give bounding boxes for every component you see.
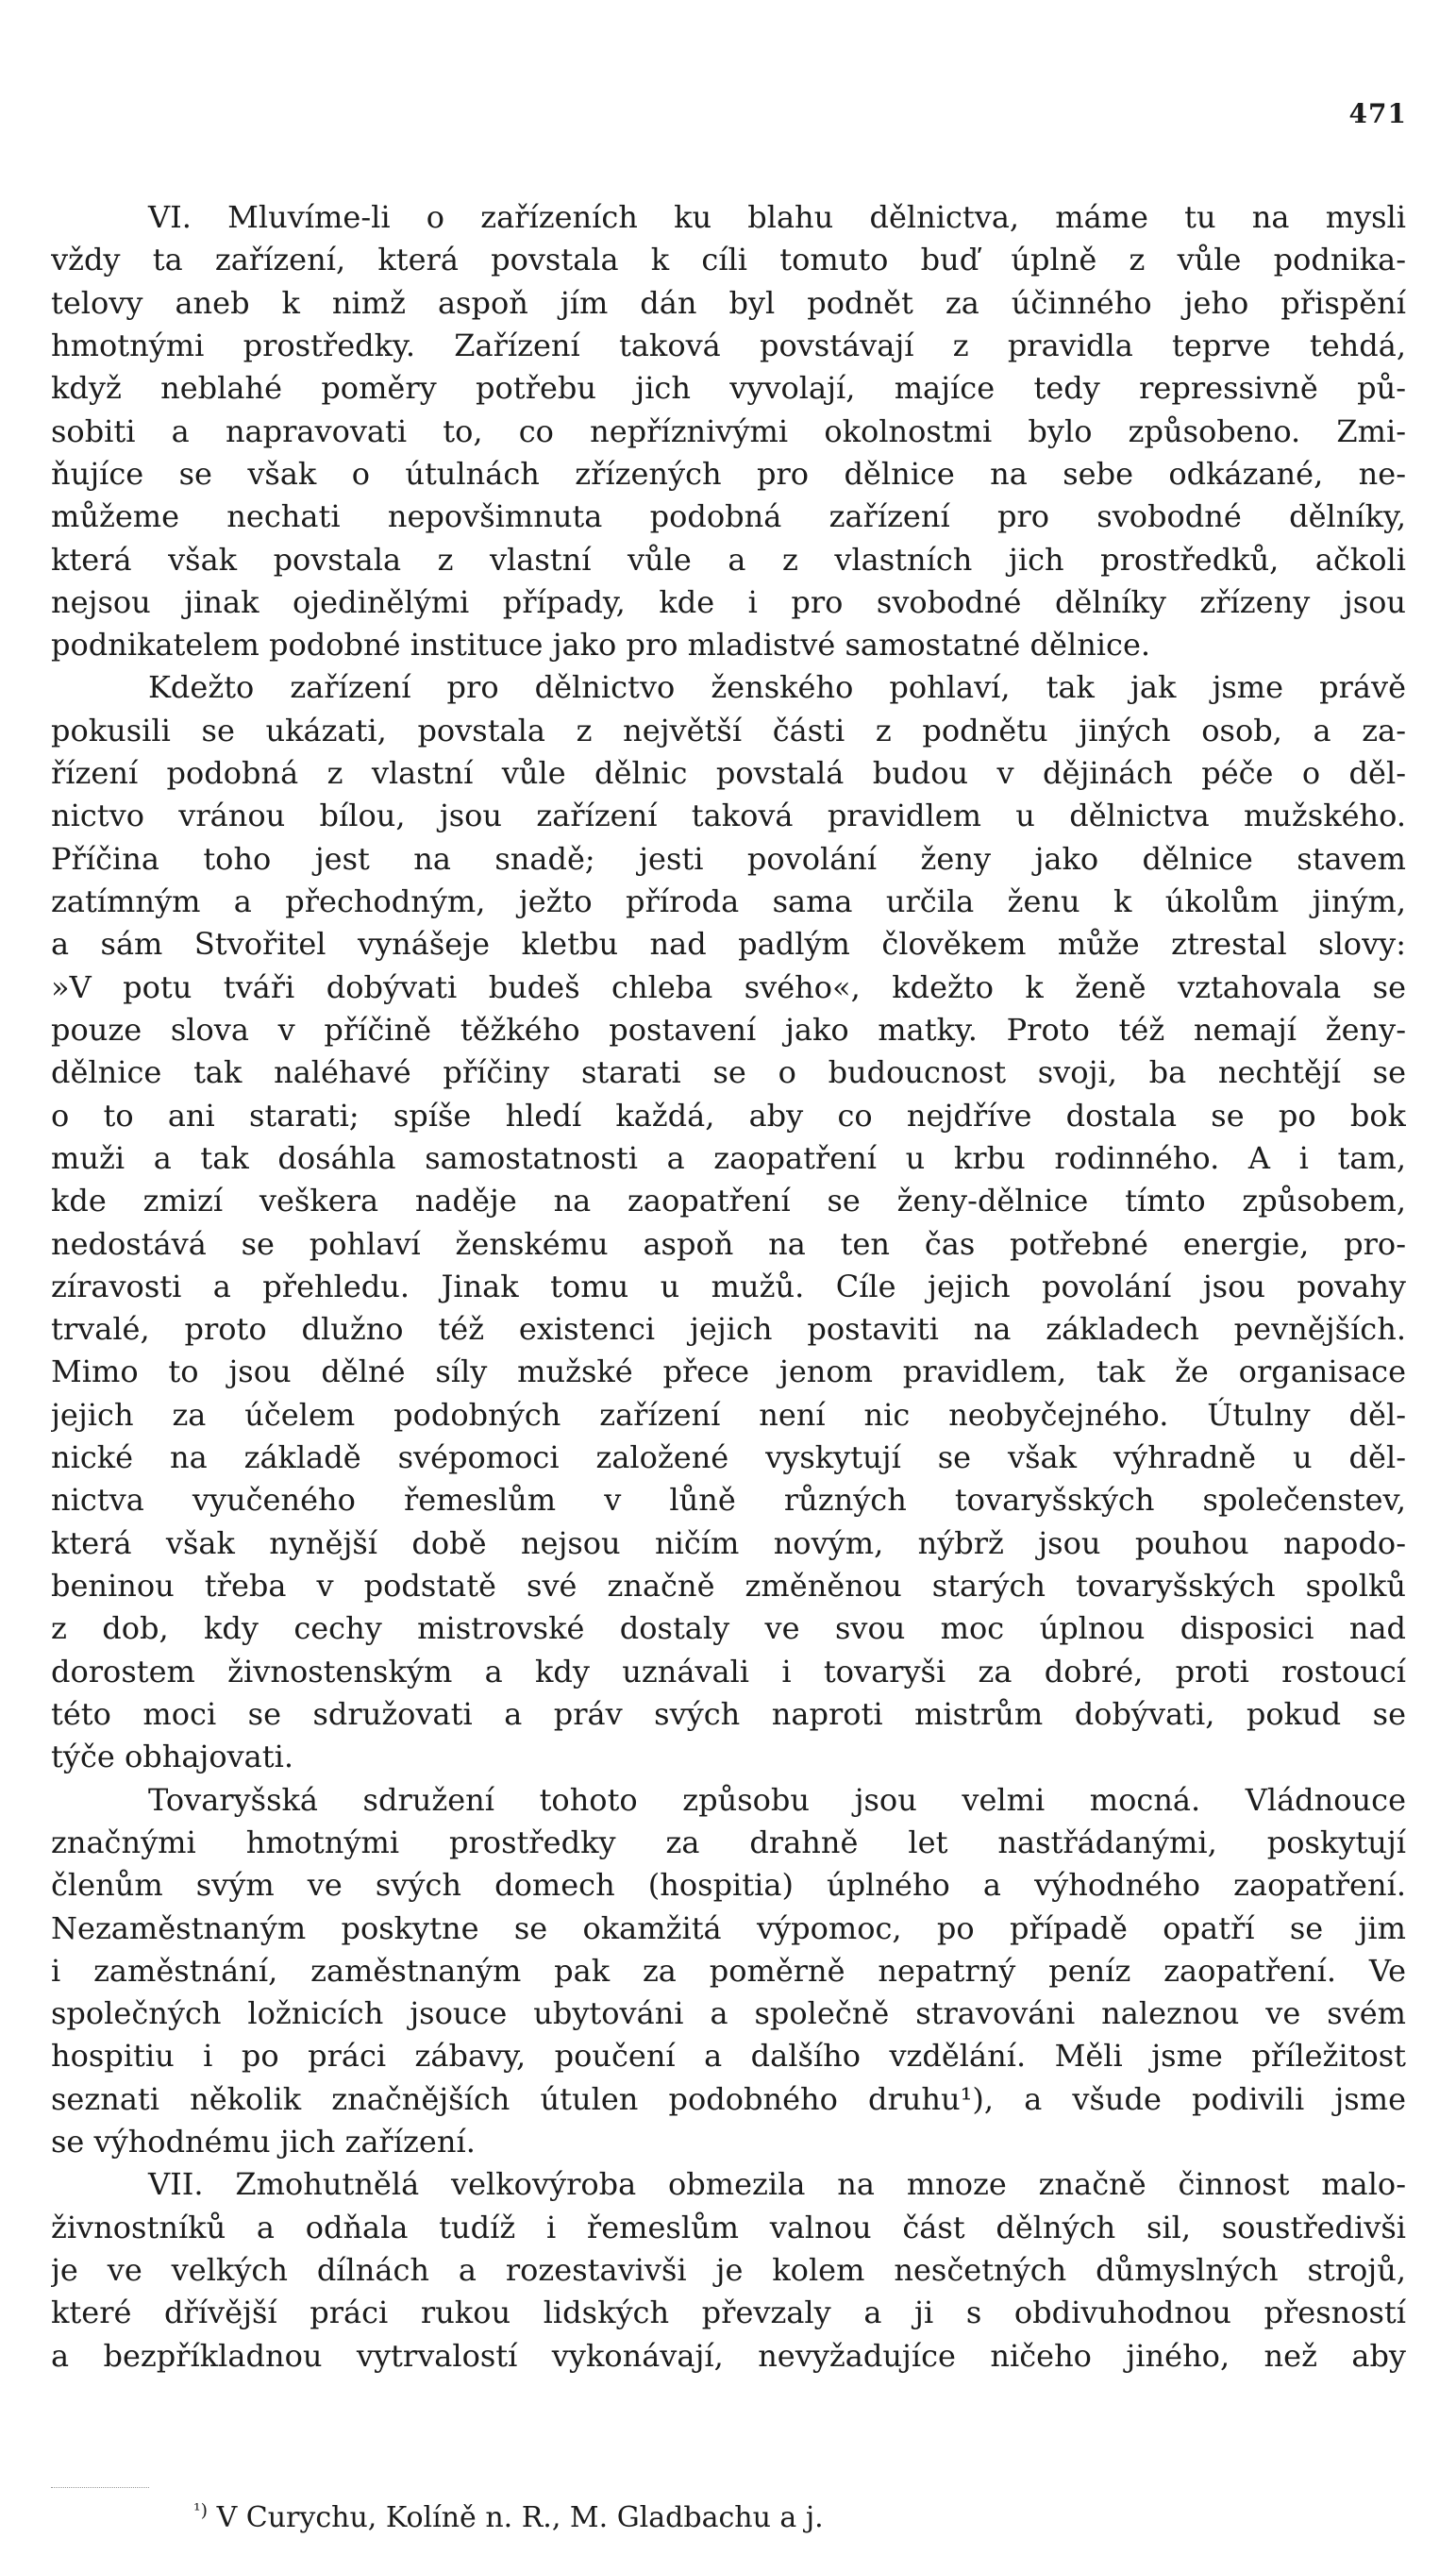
- text-line: o to ani starati; spíše hledí každá, aby co nejdříve dostala se po bok: [51, 1097, 1406, 1134]
- text-line: týče obhajovati.: [51, 1739, 294, 1775]
- text-line: hospitiu i po práci zábavy, poučení a dalšího vzdělání. Měli jsme příležitost: [51, 2038, 1406, 2075]
- text-line: z dob, kdy cechy mistrovské dostaly ve svou moc úplnou disposici nad: [51, 1610, 1406, 1647]
- text-line: značnými hmotnými prostředky za drahně let nastřádanými, poskytují: [51, 1824, 1406, 1860]
- body-text: [51, 196, 1406, 2378]
- text-line: živnostníků a odňala tudíž i řemeslům valnou část dělných sil, soustředivši: [51, 2209, 1406, 2245]
- text-line: Kdežto zařízení pro dělnictvo ženského pohlaví, tak jak jsme právě: [148, 669, 1406, 706]
- text-line: nictvo vránou bílou, jsou zařízení taková pravidlem u dělnictva mužského.: [51, 798, 1406, 834]
- text-line: dorostem živnostenským a kdy uznávali i tovaryši za dobré, proti rostoucí: [51, 1653, 1406, 1689]
- text-line: této moci se sdružovati a práv svých naproti mistrům dobývati, pokud se: [51, 1695, 1406, 1732]
- text-line: nedostává se pohlaví ženskému aspoň na ten čas potřebné energie, pro-: [51, 1225, 1406, 1262]
- text-line: seznati několik značnějších útulen podobného druhu¹), a všude podivili jsme: [51, 2080, 1406, 2117]
- text-line: členům svým ve svých domech (hospitia) úplného a výhodného zaopatření.: [51, 1867, 1406, 1904]
- text-line: jejich za účelem podobných zařízení není nic neobyčejného. Útulny děl-: [51, 1396, 1406, 1433]
- text-line: muži a tak dosáhla samostatnosti a zaopatření u krbu rodinného. A i tam,: [51, 1139, 1406, 1176]
- footnote: [193, 2499, 1231, 2537]
- paragraph: [51, 666, 1406, 1778]
- text-line: Mimo to jsou dělné síly mužské přece jenom pravidlem, tak že organisace: [51, 1353, 1406, 1390]
- text-line: pouze slova v příčině těžkého postavení jako matky. Proto též nemají ženy-: [51, 1011, 1406, 1048]
- footnote-marker: ¹): [193, 2500, 209, 2521]
- text-line: které dřívější práci rukou lidských převzaly a ji s obdivuhodnou přesností: [51, 2295, 1406, 2331]
- text-line: Nezaměstnaným poskytne se okamžitá výpomoc, po případě opatří se jim: [51, 1909, 1406, 1946]
- text-line: pokusili se ukázati, povstala z největší části z podnětu jiných osob, a za-: [51, 712, 1406, 748]
- page-number: 471: [1348, 98, 1407, 129]
- text-line: řízení podobná z vlastní vůle dělnic povstalá budou v dějinách péče o děl-: [51, 755, 1406, 792]
- text-line: VI. Mluvíme-li o zařízeních ku blahu dělnictva, máme tu na mysli: [148, 199, 1406, 235]
- text-line: nejsou jinak ojedinělými případy, kde i pro svobodné dělníky zřízeny jsou: [51, 583, 1406, 620]
- text-line: zíravosti a přehledu. Jinak tomu u mužů. Cíle jejich povolání jsou povahy: [51, 1268, 1406, 1304]
- text-line: ňujíce se však o útulnách zřízených pro dělnice na sebe odkázané, ne-: [51, 455, 1406, 492]
- text-line: která však nynější době nejsou ničím novým, nýbrž jsou pouhou napodo-: [51, 1524, 1406, 1561]
- text-line: beninou třeba v podstatě své značně změněnou starých tovaryšských spolků: [51, 1568, 1406, 1604]
- text-line: nické na základě svépomoci založené vyskytují se však výhradně u děl-: [51, 1439, 1406, 1476]
- text-line: nictva vyučeného řemeslům v lůně různých tovaryšských společenstev,: [51, 1482, 1406, 1519]
- text-line: je ve velkých dílnách a rozestavivši je kolem nesčetných důmyslných strojů,: [51, 2252, 1406, 2288]
- paragraph: [51, 1779, 1406, 2164]
- text-line: se výhodnému jich zařízení.: [51, 2124, 476, 2160]
- paragraph: [51, 196, 1406, 666]
- text-line: kde zmizí veškera naděje na zaopatření se ženy-dělnice tímto způsobem,: [51, 1183, 1406, 1219]
- text-line: sobiti a napravovati to, co nepříznivými okolnostmi bylo způsobeno. Zmi-: [51, 412, 1406, 449]
- text-line: i zaměstnání, zaměstnaným pak za poměrně nepatrný peníz zaopatření. Ve: [51, 1952, 1406, 1989]
- text-line: která však povstala z vlastní vůle a z vlastních jich prostředků, ačkoli: [51, 541, 1406, 578]
- text-line: můžeme nechati nepovšimnuta podobná zařízení pro svobodné dělníky,: [51, 498, 1406, 535]
- footnote-text: V Curychu, Kolíně n. R., M. Gladbachu a j.: [216, 2501, 824, 2534]
- text-line: VII. Zmohutnělá velkovýroba obmezila na mnoze značně činnost malo-: [148, 2166, 1406, 2203]
- text-line: Tovaryšská sdružení tohoto způsobu jsou velmi mocná. Vládnouce: [148, 1781, 1406, 1818]
- text-line: »V potu tváři dobývati budeš chleba svého«, kdežto k ženě vztahovala se: [51, 968, 1406, 1005]
- text-line: vždy ta zařízení, která povstala k cíli tomuto buď úplně z vůle podnika-: [51, 242, 1406, 278]
- text-line: Příčina toho jest na snadě; jesti povolání ženy jako dělnice stavem: [51, 840, 1406, 877]
- text-line: a sám Stvořitel vynášeje kletbu nad padlým člověkem může ztrestal slovy:: [51, 926, 1406, 963]
- text-line: hmotnými prostředky. Zařízení taková povstávají z pravidla teprve tehdá,: [51, 327, 1406, 363]
- text-line: a bezpříkladnou vytrvalostí vykonávají, nevyžadujíce ničeho jiného, než aby: [51, 2337, 1406, 2374]
- text-line: když neblahé poměry potřebu jich vyvolají, majíce tedy repressivně pů-: [51, 370, 1406, 407]
- text-line: společných ložnicích jsouce ubytováni a společně stravováni naleznou ve svém: [51, 1995, 1406, 2032]
- text-line: telovy aneb k nimž aspoň jím dán byl podnět za účinného jeho přispění: [51, 284, 1406, 321]
- text-line: zatímným a přechodným, ježto příroda sama určila ženu k úkolům jiným,: [51, 883, 1406, 919]
- text-line: dělnice tak naléhavé příčiny starati se o budoucnost svoji, ba nechtějí se: [51, 1054, 1406, 1091]
- footnote-divider: [51, 2487, 149, 2488]
- text-line: podnikatelem podobné instituce jako pro mladistvé samostatné dělnice.: [51, 627, 1151, 664]
- text-line: trvalé, proto dlužno též existenci jejich postaviti na základech pevnějších.: [51, 1311, 1406, 1348]
- paragraph: [51, 2163, 1406, 2378]
